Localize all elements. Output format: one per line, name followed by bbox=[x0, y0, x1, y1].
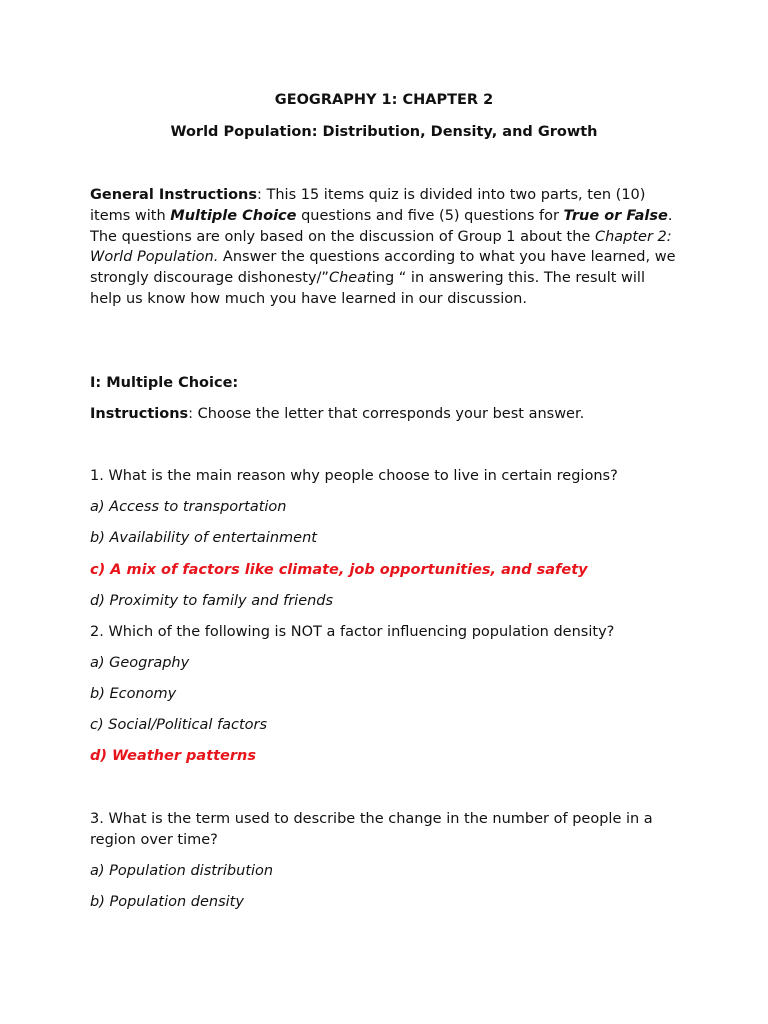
question-1: 1. What is the main reason why people choose to live in certain regions? bbox=[90, 468, 618, 484]
general-instructions-text-2: questions and five (5) questions for bbox=[296, 207, 564, 224]
question-2-option-d-answer: d) Weather patterns bbox=[90, 748, 256, 764]
section-instructions-label: Instructions bbox=[90, 406, 189, 422]
question-3-option-a: a) Population distribution bbox=[90, 863, 274, 879]
general-instructions-text-5: ing “ in answering this. The result will help us know how much you have learned in our discussion. bbox=[90, 270, 645, 307]
page-subtitle: World Population: Distribution, Density, and Growth bbox=[170, 124, 598, 140]
question-1-option-a: a) Access to transportation bbox=[90, 499, 287, 515]
general-instructions-text-1: : This 15 items quiz is divided into two parts, ten (10) items with bbox=[90, 187, 646, 224]
cheat-emphasis: Cheat bbox=[328, 270, 372, 287]
general-instructions-text-4: Answer the questions according to what you have learned, we strongly discourage dishonesty/” bbox=[90, 249, 676, 287]
general-instructions-text-3: . The questions are only based on the discussion of Group 1 about the bbox=[90, 207, 673, 245]
section-instructions bbox=[90, 404, 584, 424]
question-2: 2. Which of the following is NOT a factor influencing population density? bbox=[90, 624, 615, 640]
question-2-option-a: a) Geography bbox=[90, 655, 190, 671]
section-heading-multiple-choice: I: Multiple Choice: bbox=[90, 375, 239, 391]
section-instructions-text: : Choose the letter that corresponds your best answer. bbox=[188, 406, 585, 422]
question-1-option-b: b) Availability of entertainment bbox=[90, 530, 317, 546]
question-2-option-b: b) Economy bbox=[90, 686, 177, 702]
page-title: GEOGRAPHY 1: CHAPTER 2 bbox=[274, 92, 494, 108]
question-2-option-c: c) Social/Political factors bbox=[90, 717, 268, 733]
general-instructions bbox=[90, 185, 678, 310]
multiple-choice-emphasis: Multiple Choice bbox=[170, 207, 297, 224]
question-1-option-c-answer: c) A mix of factors like climate, job opportunities, and safety bbox=[90, 562, 588, 578]
general-instructions-label: General Instructions bbox=[90, 187, 258, 203]
question-1-option-d: d) Proximity to family and friends bbox=[90, 593, 334, 609]
true-false-emphasis: True or False bbox=[563, 207, 668, 224]
question-3-option-b: b) Population density bbox=[90, 894, 244, 910]
chapter-reference: Chapter 2: World Population. bbox=[90, 228, 672, 266]
question-3: 3. What is the term used to describe the change in the number of people in a region over time? bbox=[90, 811, 653, 848]
